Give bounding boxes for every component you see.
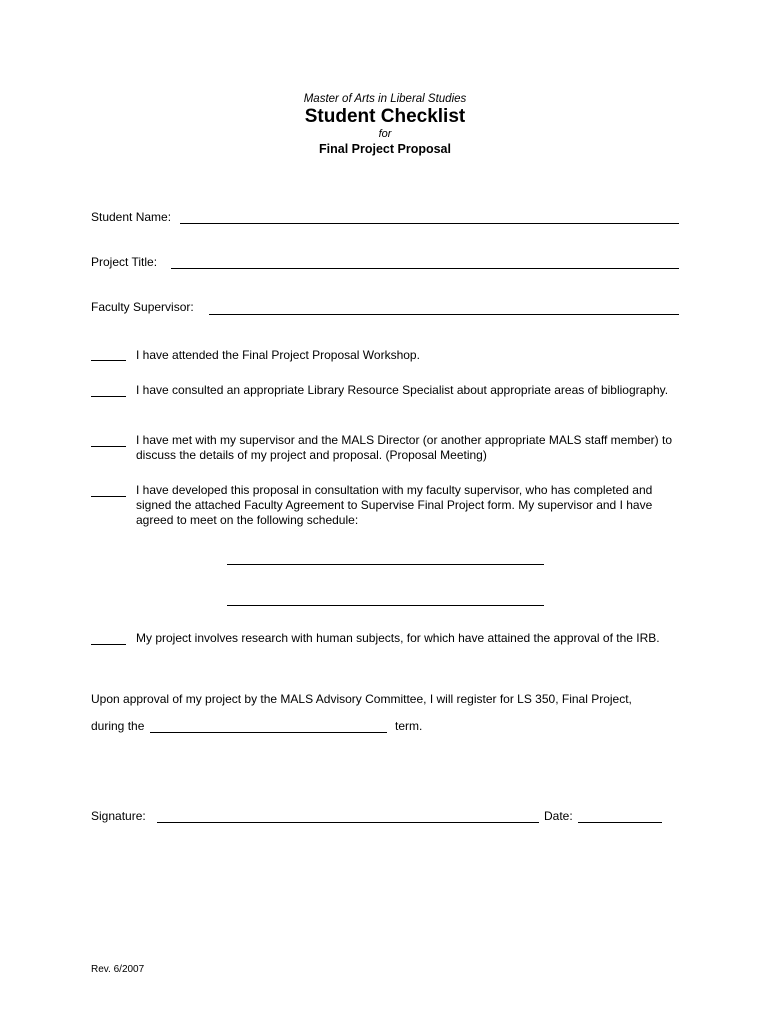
- project-title-line[interactable]: [171, 268, 679, 269]
- checklist-blank[interactable]: [91, 644, 126, 645]
- checklist-item: I have developed this proposal in consultation with my faculty supervisor, who has completed and signed the attached Faculty Agreement to Supervise Final Project form. My supervisor and I have agreed to meet on the following schedule:: [136, 483, 653, 527]
- checklist-blank[interactable]: [91, 496, 126, 497]
- revision-note: Rev. 6/2007: [91, 964, 145, 975]
- term-line[interactable]: [150, 732, 387, 733]
- signature-label: Signature:: [91, 809, 146, 823]
- faculty-supervisor-label: Faculty Supervisor:: [91, 300, 194, 314]
- student-name-label: Student Name:: [91, 210, 172, 224]
- date-line[interactable]: [578, 822, 662, 823]
- signature-line[interactable]: [157, 822, 539, 823]
- project-title-label: Project Title:: [91, 255, 158, 269]
- checklist-item: I have met with my supervisor and the MALS Director (or another appropriate MALS staff member) to discuss the details of my project and proposal. (Proposal Meeting): [136, 433, 673, 462]
- registration-text: Upon approval of my project by the MALS Advisory Committee, I will register for LS 350, Final Project,: [91, 692, 632, 706]
- document-subtitle: Final Project Proposal: [319, 142, 451, 156]
- page-title: Student Checklist: [304, 106, 466, 127]
- program-name: Master of Arts in Liberal Studies: [303, 93, 467, 105]
- date-label: Date:: [544, 809, 573, 823]
- schedule-line[interactable]: [227, 564, 544, 565]
- for-label: for: [378, 128, 392, 140]
- checklist-blank[interactable]: [91, 446, 126, 447]
- checklist-blank[interactable]: [91, 396, 126, 397]
- checklist-blank[interactable]: [91, 360, 126, 361]
- student-name-line[interactable]: [180, 223, 679, 224]
- faculty-supervisor-line[interactable]: [209, 314, 679, 315]
- schedule-line[interactable]: [227, 605, 544, 606]
- checklist-item: My project involves research with human subjects, for which have attained the approval of the IRB.: [136, 631, 660, 645]
- term-label: term.: [395, 719, 423, 733]
- checklist-item: I have attended the Final Project Proposal Workshop.: [136, 348, 420, 362]
- during-label: during the: [91, 719, 145, 733]
- checklist-item: I have consulted an appropriate Library Resource Specialist about appropriate areas of bibliography.: [136, 383, 669, 397]
